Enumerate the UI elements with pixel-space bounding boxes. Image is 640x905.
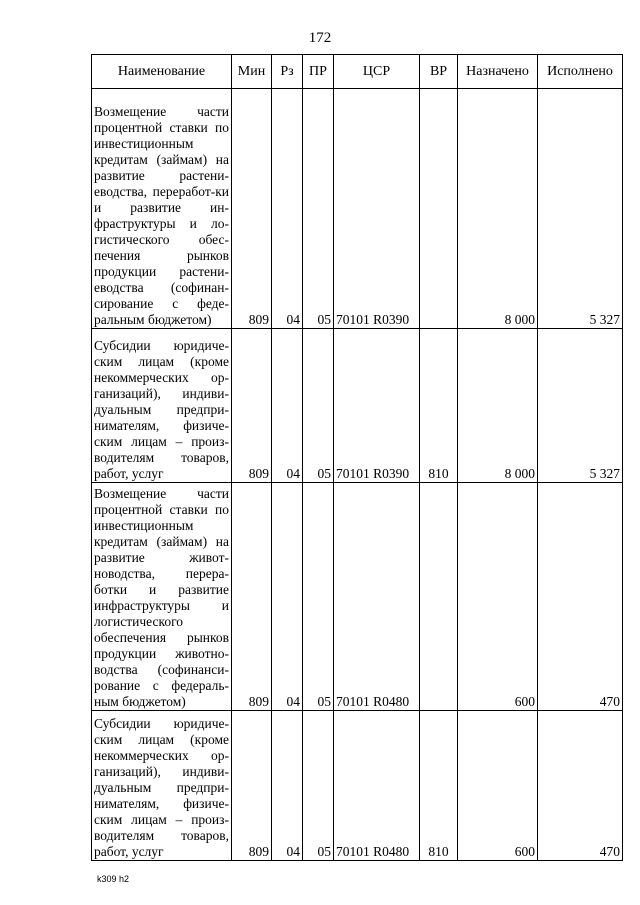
column-header: Мин [232,55,272,89]
row-vr: 810 [420,711,458,861]
row-assigned: 8 000 [458,329,538,483]
row-csr: 70101 R0480 [334,711,420,861]
column-header: Рз [272,55,303,89]
column-header: Наименование [92,55,232,89]
row-executed: 470 [538,483,623,711]
row-min: 809 [232,711,272,861]
column-header: ПР [303,55,334,89]
row-pr: 05 [303,711,334,861]
table-row [92,483,623,711]
row-rz: 04 [272,483,303,711]
row-vr: 810 [420,329,458,483]
footer-code: k309 h2 [97,874,130,884]
row-rz: 04 [272,329,303,483]
row-csr: 70101 R0390 [334,89,420,329]
column-header: ВР [420,55,458,89]
row-pr: 05 [303,89,334,329]
row-min: 809 [232,329,272,483]
budget-table [91,54,623,861]
row-assigned: 600 [458,711,538,861]
row-min: 809 [232,483,272,711]
row-assigned: 600 [458,483,538,711]
column-header: ЦСР [334,55,420,89]
row-rz: 04 [272,89,303,329]
row-executed: 470 [538,711,623,861]
table-row [92,711,623,861]
row-executed: 5 327 [538,329,623,483]
row-rz: 04 [272,711,303,861]
row-name: Субсидии юридиче-ским лицам (кроме некоммерческих ор-ганизаций), индиви-дуальным предпри-нимателям, физиче-ским лицам – произ-водителям товаров, работ, услуг [92,329,232,483]
table-header-row [92,55,623,89]
row-csr: 70101 R0480 [334,483,420,711]
row-pr: 05 [303,483,334,711]
row-vr [420,89,458,329]
row-vr [420,483,458,711]
row-name: Субсидии юридиче-ским лицам (кроме некоммерческих ор-ганизаций), индиви-дуальным предпри-нимателям, физиче-ским лицам – произ-водителям товаров, работ, услуг [92,711,232,861]
row-pr: 05 [303,329,334,483]
page-number: 172 [308,30,332,46]
column-header: Назначено [458,55,538,89]
row-min: 809 [232,89,272,329]
row-assigned: 8 000 [458,89,538,329]
row-name: Возмещение части процентной ставки по инвестиционным кредитам (займам) на развитие живот-новодства, перера-ботки и развитие инфраструктуры и логистического обеспечения рынков продукции животно-водства (софинанси-рование с федераль-ным бюджетом) [92,483,232,711]
column-header: Исполнено [538,55,623,89]
row-executed: 5 327 [538,89,623,329]
row-name: Возмещение части процентной ставки по инвестиционным кредитам (займам) на развитие растени-еводства, переработ-ки и развитие ин-фраструктуры и ло-гистического обес-печения рынков продукции растени-еводства (софинан-сирование с феде-ральным бюджетом) [92,89,232,329]
row-csr: 70101 R0390 [334,329,420,483]
table-row [92,329,623,483]
table-row [92,89,623,329]
